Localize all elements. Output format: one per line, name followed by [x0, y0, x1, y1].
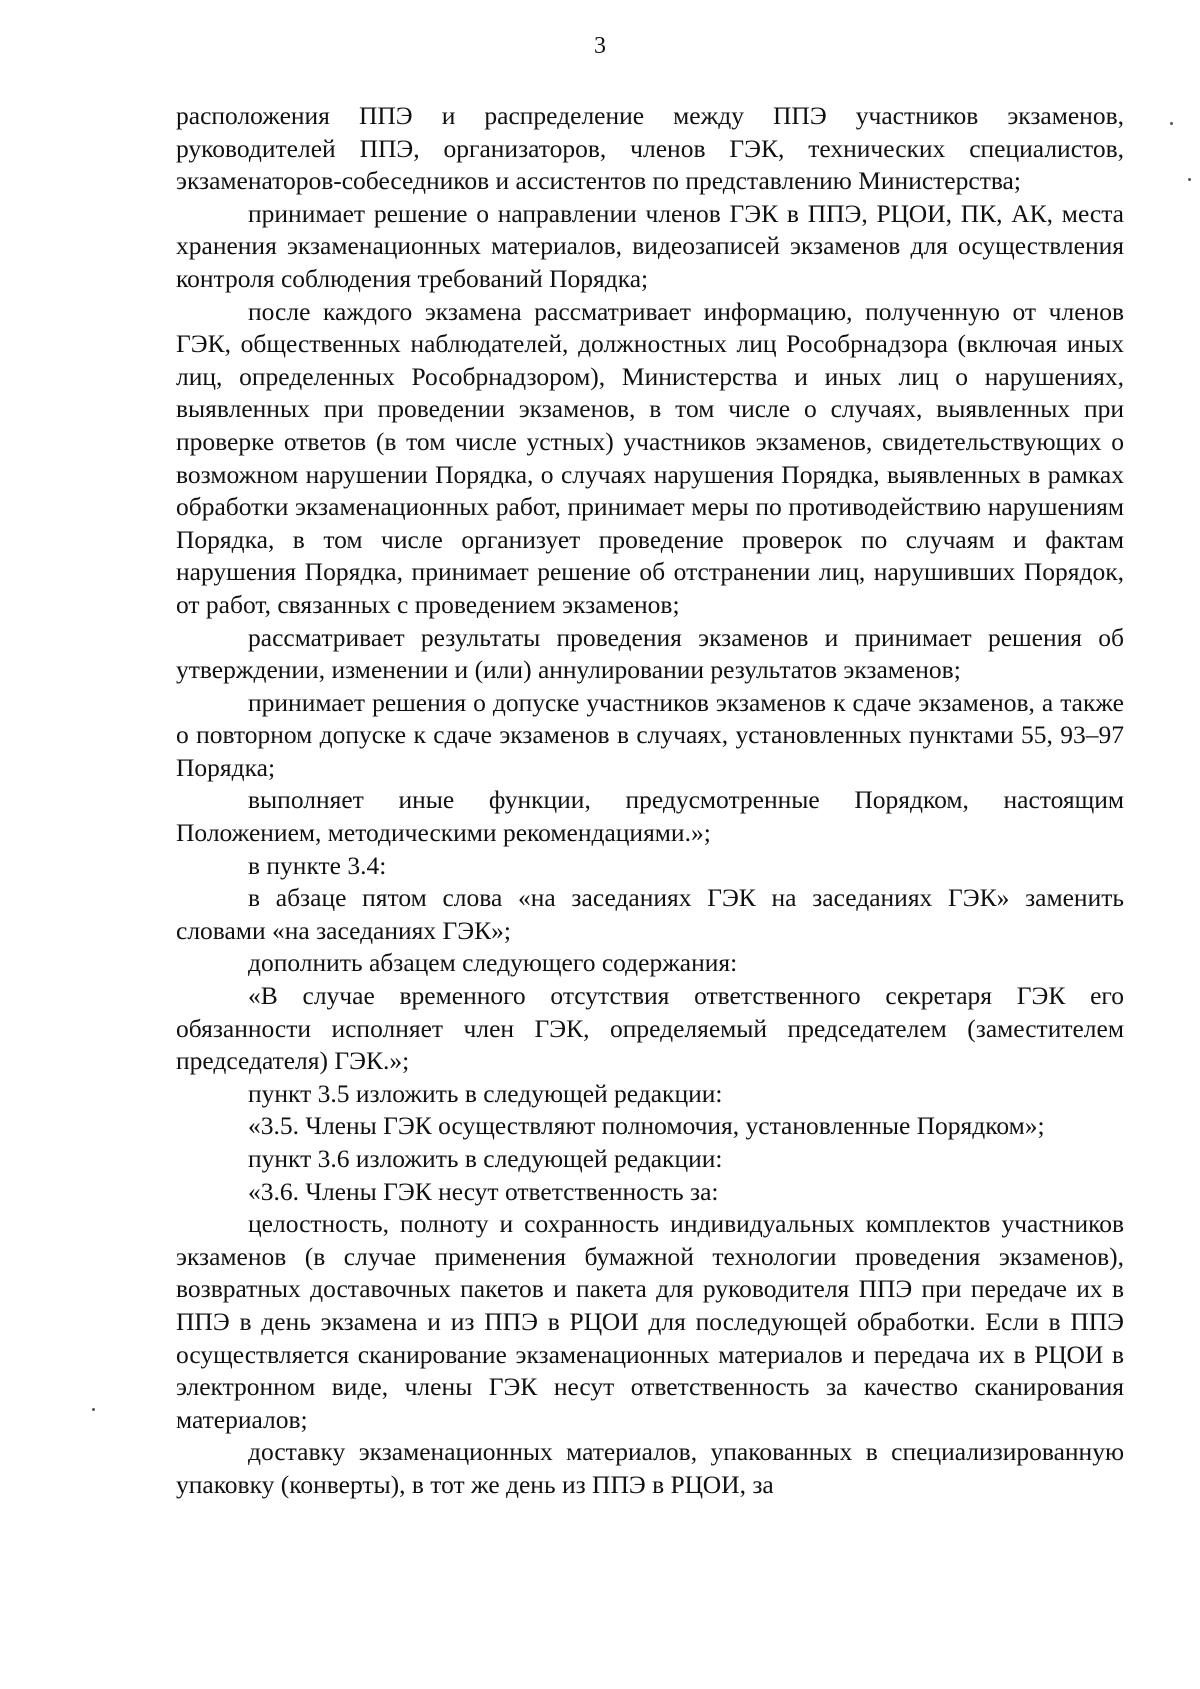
- paragraph: принимает решения о допуске участников экзаменов к сдаче экзаменов, а также о повторном допуске к сдаче экзаменов в случаях, установленных пунктами 55, 93–97 Порядка;: [176, 687, 1124, 782]
- scan-speck: [1188, 178, 1191, 181]
- scan-speck: [1170, 122, 1173, 125]
- paragraph: в пункте 3.4:: [248, 850, 387, 880]
- paragraph: «3.6. Члены ГЭК несут ответственность за:: [248, 1176, 719, 1206]
- paragraph: в абзаце пятом слова «на заседаниях ГЭК на заседаниях ГЭК» заменить словами «на заседаниях ГЭК»;: [176, 883, 1124, 945]
- paragraph: пункт 3.6 изложить в следующей редакции:: [248, 1144, 723, 1173]
- paragraph: «3.5. Члены ГЭК осуществляют полномочия, установленные Порядком»;: [248, 1111, 1045, 1141]
- paragraph: доставку экзаменационных материалов, упакованных в специализированную упаковку (конверты), в тот же день из ППЭ в РЦОИ, за: [176, 1437, 1124, 1499]
- paragraph: дополнить абзацем следующего содержания:: [248, 948, 738, 978]
- paragraph: после каждого экзамена рассматривает информацию, полученную от членов ГЭК, общественных наблюдателей, должностных лиц Рособрнадзора (включая иных лиц, определенных Рособрнадзором), Министерства и иных лиц о нарушениях, выявленных при проведении экзаменов, в том числе о случаях, выявленных при проверке ответов (в том числе устных) участников экзаменов, свидетельствующих о возможном нарушении Порядка, о случаях нарушения Порядка, выявленных в рамках обработки экзаменационных работ, принимает меры по противодействию нарушениям Порядка, в том числе организует проведение проверок по случаям и фактам нарушения Порядка, принимает решение об отстранении лиц, нарушивших Порядок, от работ, связанных с проведением экзаменов;: [176, 296, 1124, 619]
- paragraph: «В случае временного отсутствия ответственного секретаря ГЭК его обязанности исполняет член ГЭК, определяемый председателем (заместителем председателя) ГЭК.»;: [176, 981, 1124, 1076]
- paragraph: целостность, полноту и сохранность индивидуальных комплектов участников экзаменов (в случае применения бумажной технологии проведения экзаменов), возвратных доставочных пакетов и пакета для руководителя ППЭ при передаче их в ППЭ в день экзамена и из ППЭ в РЦОИ для последующей обработки. Если в ППЭ осуществляется сканирование экзаменационных материалов и передача их в РЦОИ в электронном виде, члены ГЭК несут ответственность за качество сканирования материалов;: [176, 1209, 1124, 1434]
- page-number: 3: [594, 33, 606, 59]
- scan-speck: [92, 1408, 95, 1411]
- paragraph: выполняет иные функции, предусмотренные Порядком, настоящим Положением, методическими рекомендациями.»;: [176, 785, 1124, 848]
- paragraph: пункт 3.5 изложить в следующей редакции:: [248, 1078, 723, 1108]
- paragraph: принимает решение о направлении членов ГЭК в ППЭ, РЦОИ, ПК, АК, места хранения экзаменационных материалов, видеозаписей экзаменов для осуществления контроля соблюдения требований Порядка;: [176, 198, 1124, 293]
- paragraph: рассматривает результаты проведения экзаменов и принимает решения об утверждении, изменении и (или) аннулировании результатов экзаменов;: [176, 622, 1124, 685]
- body-text: [176, 100, 1124, 1502]
- paragraph-continuation: расположения ППЭ и распределение между ППЭ участников экзаменов, руководителей ППЭ, организаторов, членов ГЭК, технических специалистов, экзаменаторов-собеседников и ассистентов по представлению Министерства;: [176, 101, 1124, 196]
